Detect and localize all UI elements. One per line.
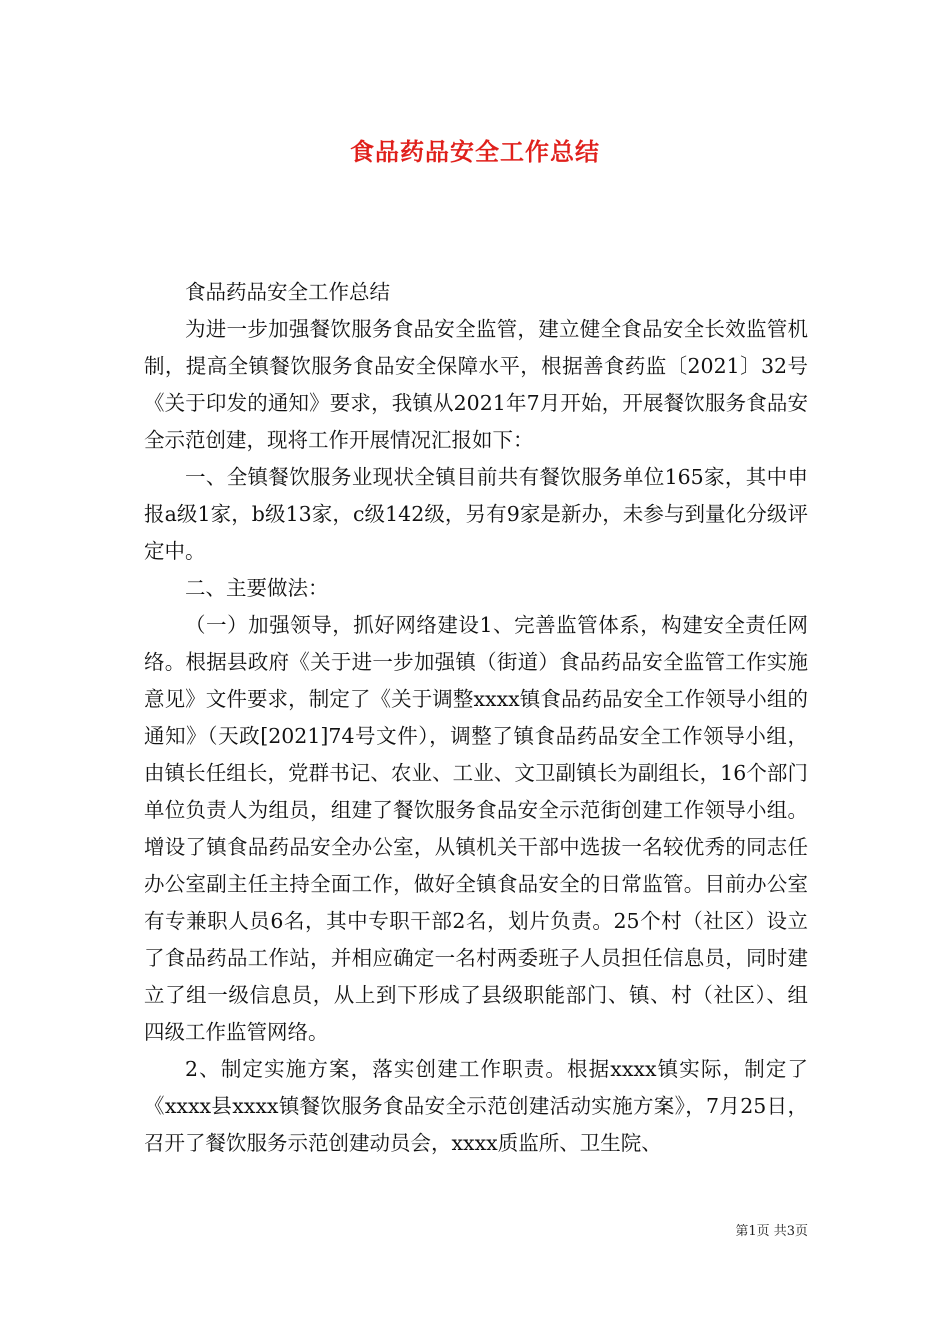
paragraph-section-heading: 二、主要做法： [185, 576, 329, 600]
paragraph-intro: 为进一步加强餐饮服务食品安全监管，建立健全食品安全长效监管机制，提高全镇餐饮服务食品安全保障水平，根据善食药监〔2021〕32号《关于印发的通知》要求，我镇从2021年7月开始，开展餐饮服务食品安全示范创建，现将工作开展情况汇报如下： [144, 317, 808, 452]
paragraph-heading: 食品药品安全工作总结 [185, 280, 390, 304]
paragraph-status: 一、全镇餐饮服务业现状全镇目前共有餐饮服务单位165家，其中申报a级1家，b级13家，c级142级，另有9家是新办，未参与到量化分级评定中。 [144, 465, 808, 563]
paragraph-leadership: （一）加强领导，抓好网络建设1、完善监管体系，构建安全责任网络。根据县政府《关于进一步加强镇（街道）食品药品安全监管工作实施意见》文件要求，制定了《关于调整xxxx镇食品药品安全工作领导小组的通知》（天政[2021]74号文件），调整了镇食品药品安全工作领导小组，由镇长任组长，党群书记、农业、工业、文卫副镇长为副组长，16个部门单位负责人为组员，组建了餐饮服务食品安全示范街创建工作领导小组。增设了镇食品药品安全办公室，从镇机关干部中选拔一名较优秀的同志任办公室副主任主持全面工作，做好全镇食品安全的日常监管。目前办公室有专兼职人员6名，其中专职干部2名，划片负责。25个村（社区）设立了食品药品工作站，并相应确定一名村两委班子人员担任信息员，同时建立了组一级信息员，从上到下形成了县级职能部门、镇、村（社区）、组四级工作监管网络。 [144, 613, 808, 1044]
document-body [144, 274, 808, 1162]
page-footer: 第1页 共3页 [735, 1224, 808, 1239]
document-title: 食品药品安全工作总结 [350, 137, 600, 166]
paragraph-plan: 2、制定实施方案，落实创建工作职责。根据xxxx镇实际，制定了《xxxx县xxxx镇餐饮服务食品安全示范创建活动实施方案》，7月25日，召开了餐饮服务示范创建动员会，xxxx质监所、卫生院、 [144, 1057, 808, 1155]
